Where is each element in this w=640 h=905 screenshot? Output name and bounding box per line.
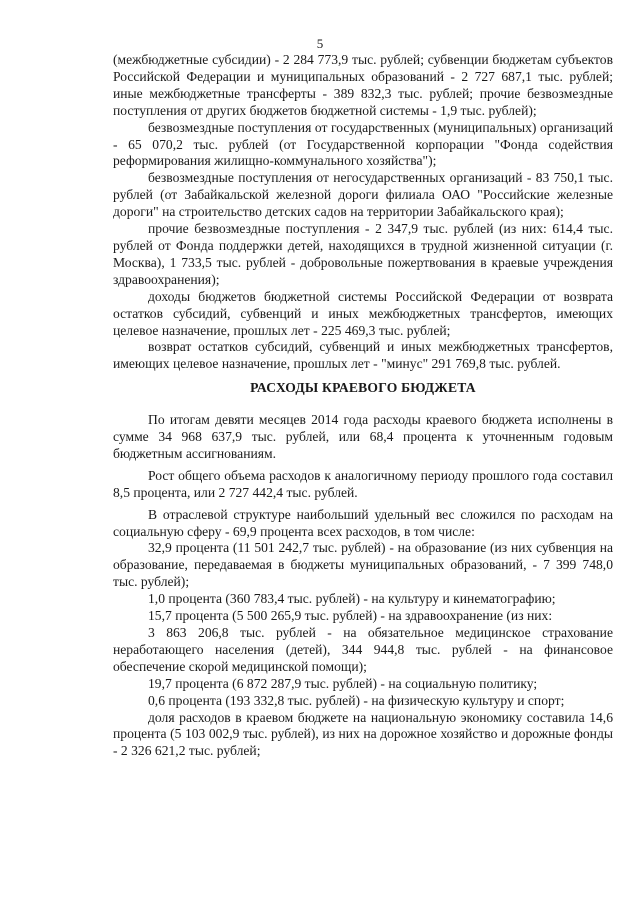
- page-number: 5: [316, 36, 324, 51]
- paragraph: доходы бюджетов бюджетной системы Российской Федерации от возврата остатков субсидий, субвенций и иных межбюджетных трансфертов, имеющих целевое назначение, прошлых лет - 225 469,3 тыс. рублей;: [113, 288, 613, 338]
- paragraph: В отраслевой структуре наибольший удельный вес сложился по расходам на социальную сферу - 69,9 процента всех расходов, в том числе:: [113, 506, 613, 539]
- paragraph: 19,7 процента (6 872 287,9 тыс. рублей) - на социальную политику;: [148, 675, 538, 691]
- paragraph: Рост общего объема расходов к аналогичному периоду прошлого года составил 8,5 процента, или 2 727 442,4 тыс. рублей.: [113, 467, 613, 500]
- paragraph: (межбюджетные субсидии) - 2 284 773,9 тыс. рублей; субвенции бюджетам субъектов Российской Федерации и муниципальных образований - 2 727 687,1 тыс. рублей; иные межбюджетные трансферты - 389 832,3 тыс. рублей; прочие безвозмездные поступления от других бюджетов бюджетной системы - 1,9 тыс. рублей);: [113, 52, 613, 118]
- paragraph: 32,9 процента (11 501 242,7 тыс. рублей) - на образование (из них субвенция на образование, передаваемая в бюджеты муниципальных образований, - 7 399 748,0 тыс. рублей);: [113, 540, 613, 590]
- paragraph: безвозмездные поступления от государственных (муниципальных) организаций - 65 070,2 тыс. рублей (от Государственной корпорации "Фонда содействия реформирования жилищно-коммунального хозяйства");: [113, 119, 613, 169]
- paragraph: 1,0 процента (360 783,4 тыс. рублей) - на культуру и кинематографию;: [148, 591, 556, 607]
- paragraph: безвозмездные поступления от негосударственных организаций - 83 750,1 тыс. рублей (от Забайкальской железной дороги филиала ОАО "Российские железные дороги" на строительство детских садов на территории Забайкальского края);: [113, 170, 613, 220]
- paragraph: прочие безвозмездные поступления - 2 347,9 тыс. рублей (из них: 614,4 тыс. рублей от Фонда поддержки детей, находящихся в трудной жизненной ситуации (г. Москва), 1 733,5 тыс. рублей - добровольные пожертвования в краевые учреждения здравоохранения);: [113, 221, 613, 287]
- document-body: [113, 52, 613, 760]
- paragraph: доля расходов в краевом бюджете на национальную экономику составила 14,6 процента (5 103 002,9 тыс. рублей), из них на дорожное хозяйство и дорожные фонды - 2 326 621,2 тыс. рублей;: [113, 709, 613, 759]
- paragraph: 15,7 процента (5 500 265,9 тыс. рублей) - на здравоохранение (из них:: [148, 608, 553, 624]
- paragraph: возврат остатков субсидий, субвенций и иных межбюджетных трансфертов, имеющих целевое назначение, прошлых лет - "минус" 291 769,8 тыс. рублей.: [113, 339, 613, 372]
- paragraph: 0,6 процента (193 332,8 тыс. рублей) - на физическую культуру и спорт;: [148, 692, 565, 708]
- section-heading: РАСХОДЫ КРАЕВОГО БЮДЖЕТА: [250, 380, 476, 396]
- paragraph: По итогам девяти месяцев 2014 года расходы краевого бюджета исполнены в сумме 34 968 637,9 тыс. рублей, или 68,4 процента к уточненным годовым бюджетным ассигнованиям.: [113, 412, 613, 461]
- paragraph: 3 863 206,8 тыс. рублей - на обязательное медицинское страхование неработающего населения (детей), 344 944,8 тыс. рублей - на финансовое обеспечение скорой медицинской помощи);: [113, 625, 613, 674]
